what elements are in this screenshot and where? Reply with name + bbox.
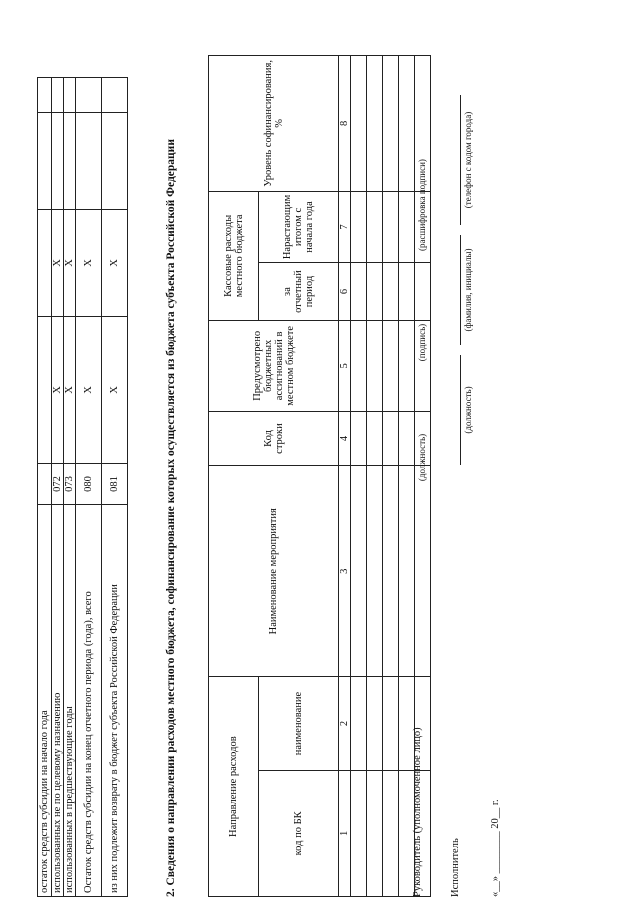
cell [102,113,128,210]
cell [38,317,52,464]
cell: X [102,210,128,317]
cell [399,56,415,192]
col-num: 6 [339,263,351,321]
table-row [102,78,128,897]
cell [351,677,367,771]
decode-line [414,140,415,270]
row-code [38,464,52,505]
cell [383,191,399,262]
col-num: 1 [339,770,351,896]
cell [351,770,367,896]
cell [52,113,64,210]
position-line [414,410,415,505]
header-event: Наименование мероприятия [209,466,339,677]
row-code: 073 [64,464,76,505]
col-num: 7 [339,191,351,262]
header-direction: Направление расходов [209,677,259,897]
cell [351,263,367,321]
cell [367,770,383,896]
row-label: из них подлежит возврату в бюджет субъекта Российской Федерации [102,505,128,897]
expenses-table [208,55,431,897]
header-period: за отчетный период [259,263,339,321]
cell: X [64,210,76,317]
header-code: Код строки [209,411,339,465]
row-label: остаток средств субсидии на начало года [38,505,52,897]
cell [399,320,415,411]
row-code: 080 [76,464,102,505]
cell: X [76,317,102,464]
row-label: Остаток средств субсидии на конец отчетного периода (года), всего [76,505,102,897]
col-num: 4 [339,411,351,465]
cell [64,78,76,113]
caption-signature: (подпись) [417,323,427,362]
header-level: Уровень софинансирования, % [209,56,339,192]
cell [383,320,399,411]
cell [383,677,399,771]
cell [383,466,399,677]
cell [64,113,76,210]
table-row [383,56,399,897]
cell [102,78,128,113]
cell [52,78,64,113]
table-row [64,78,76,897]
executor-label: Исполнитель [450,838,461,897]
col-num: 5 [339,320,351,411]
header-planned: Предусмотрено бюджетных ассигнований в местном бюджете [209,320,339,411]
caption-fio: (фамилия, инициалы) [463,248,473,332]
cell [383,770,399,896]
cell [38,78,52,113]
cell [399,466,415,677]
cell [367,56,383,192]
cell [351,411,367,465]
cell: X [52,317,64,464]
position2-line [460,355,461,465]
numbers-row [339,56,351,897]
subsidy-balance-table [37,77,128,897]
table-row [351,56,367,897]
cell [367,411,383,465]
cell [367,466,383,677]
cell [399,411,415,465]
cell [367,191,383,262]
table-row [38,78,52,897]
header-cumulative: Нарастающим итогом с начала года [259,191,339,262]
cell [399,191,415,262]
table-row [52,78,64,897]
table-row [367,56,383,897]
caption-decode: (расшифровка подписи) [417,159,427,251]
cell: X [52,210,64,317]
row-label: использованных не по целевому назначению [52,505,64,897]
row-label: использованных в предшествующие годы [64,505,76,897]
signature-line [414,295,415,390]
header-row [209,56,259,897]
cell: X [76,210,102,317]
cell [383,411,399,465]
caption-position: (должность) [417,433,427,482]
caption-position2: (должность) [463,386,473,434]
header-cash: Кассовые расходы местного бюджета [209,191,259,320]
cell [367,677,383,771]
section-title: 2. Сведения о направлении расходов местного бюджета, софинансирование которых осуществляется из бюджета субъекта Российской Федерации [165,139,177,897]
phone-line [460,95,461,225]
cell [351,191,367,262]
cell [38,113,52,210]
cell [351,56,367,192]
col-num: 8 [339,56,351,192]
cell [351,320,367,411]
cell [383,56,399,192]
cell [367,320,383,411]
cell: X [102,317,128,464]
caption-phone: (телефон с кодом города) [463,111,473,209]
cell [367,263,383,321]
table-row [76,78,102,897]
cell [399,263,415,321]
col-num: 3 [339,466,351,677]
cell [38,210,52,317]
cell: X [64,317,76,464]
fio-line [460,235,461,345]
head-label: Руководитель (уполномоченное лицо) [412,727,423,897]
header-kod-bk: код по БК [259,770,339,896]
cell [76,78,102,113]
header-name: наименование [259,677,339,771]
date-line: «__» ________ 20__ г. [490,799,501,897]
cell [351,466,367,677]
row-code: 081 [102,464,128,505]
cell [383,263,399,321]
cell [76,113,102,210]
col-num: 2 [339,677,351,771]
row-code: 072 [52,464,64,505]
